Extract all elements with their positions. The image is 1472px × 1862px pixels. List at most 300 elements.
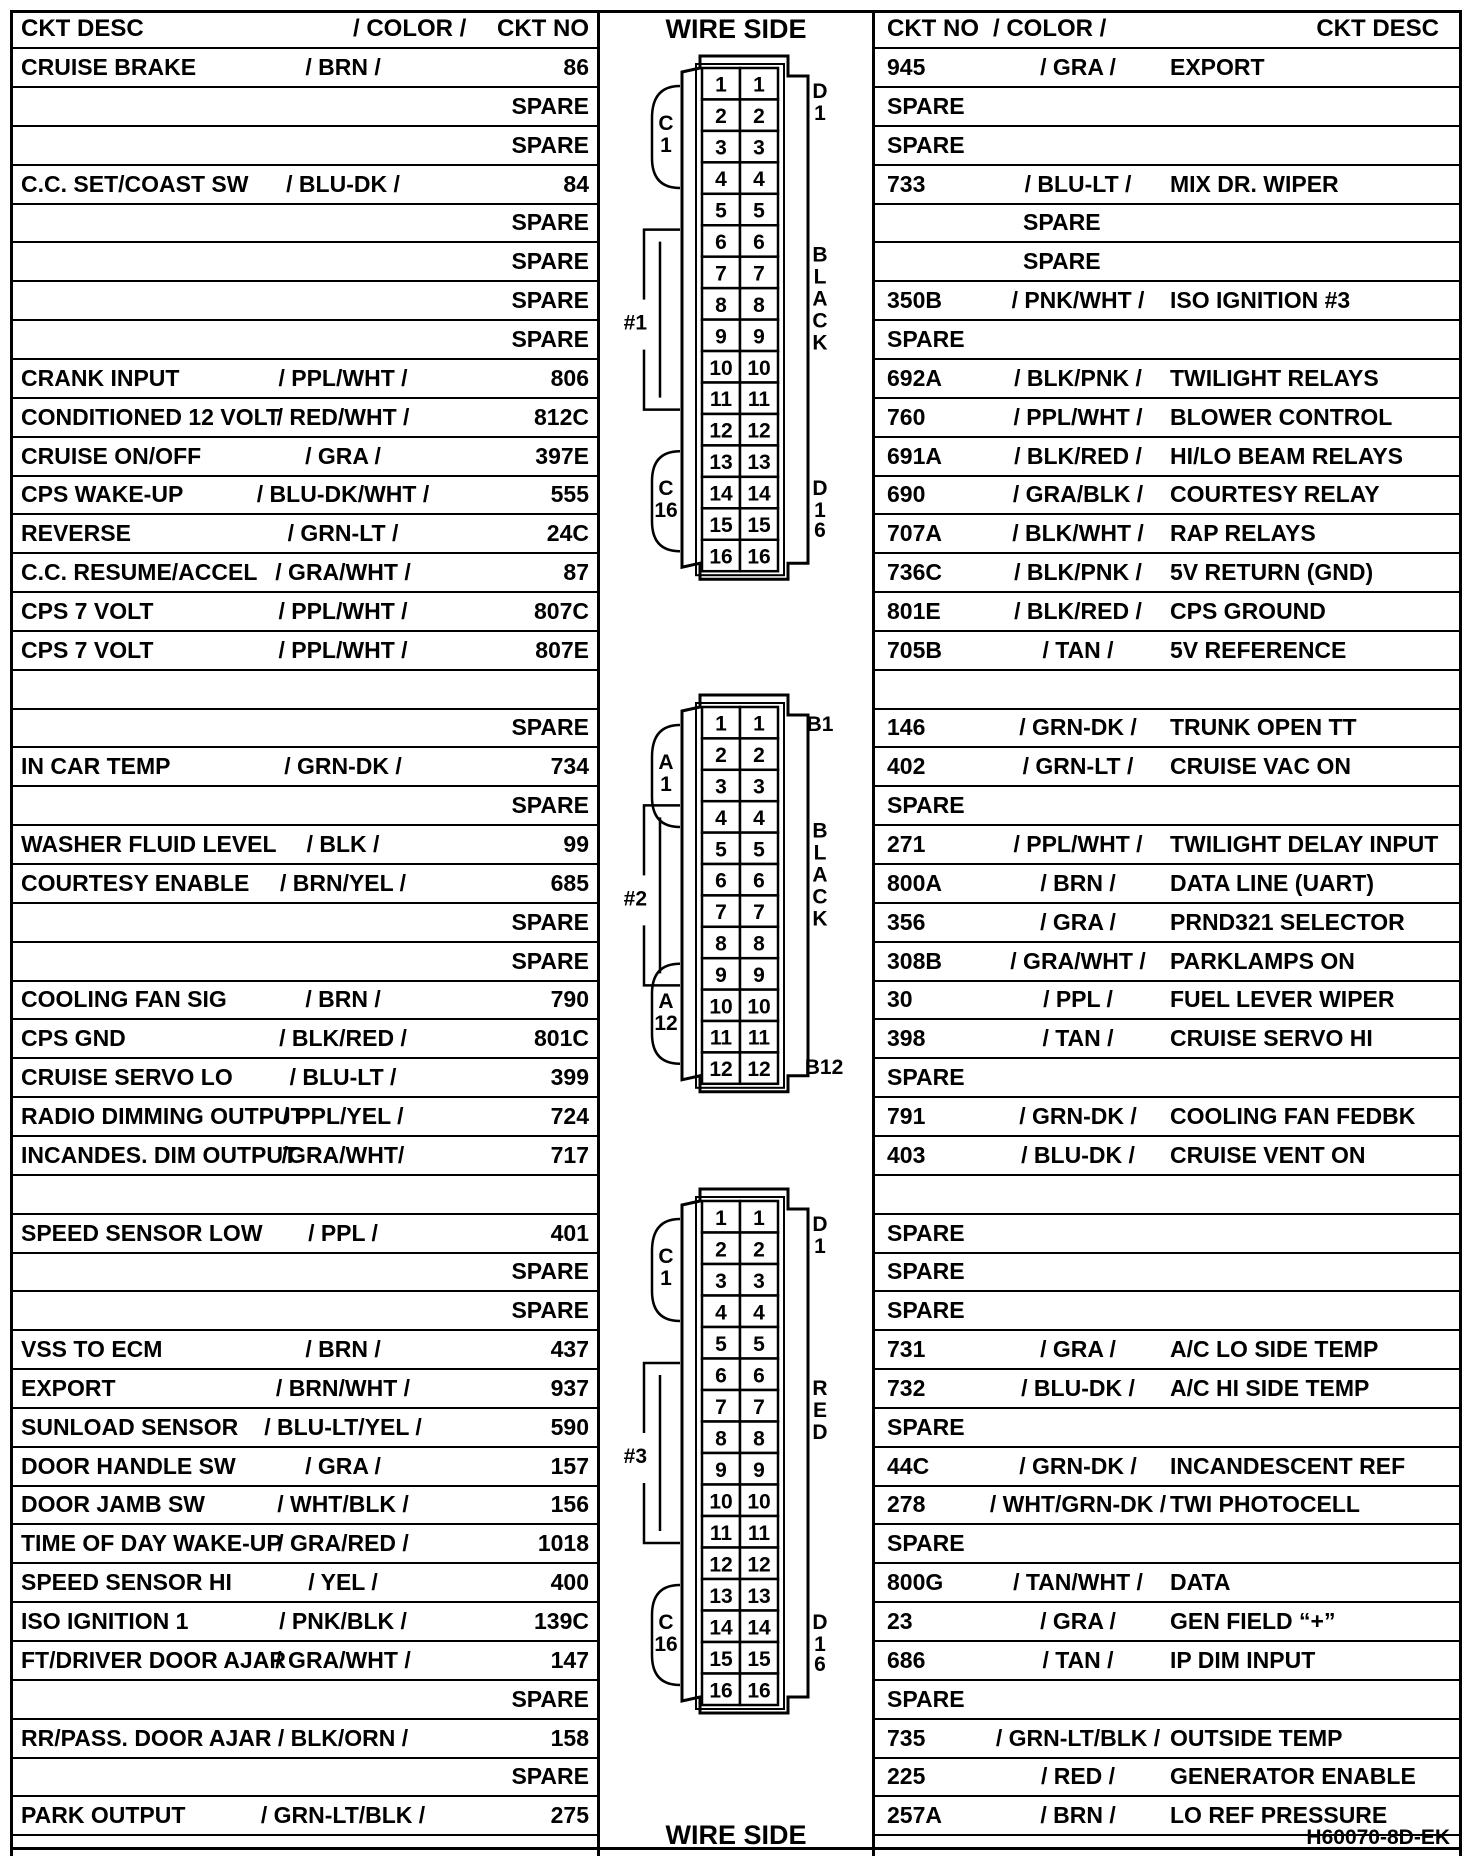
circuit-description: DOOR JAMB SW: [21, 1491, 205, 1518]
pin-number: 4: [753, 1301, 765, 1325]
connector-color-label-char: L: [813, 265, 827, 289]
circuit-number: 275: [550, 1802, 589, 1829]
circuit-number: 403: [887, 1141, 926, 1168]
wire-color-text: / WHT/GRN-DK /: [989, 1491, 1167, 1518]
pin-number: 3: [753, 136, 765, 160]
spare-label: SPARE: [511, 1685, 589, 1712]
circuit-description: ISO IGNITION #3: [1170, 287, 1351, 314]
center-key: [644, 230, 680, 410]
pin-number: 3: [715, 775, 727, 799]
circuit-number: 400: [550, 1569, 589, 1596]
circuit-number: 734: [550, 753, 589, 780]
circuit-number: 760: [887, 403, 926, 430]
circuit-description: TIME OF DAY WAKE-UP: [21, 1530, 282, 1557]
circuit-number: 437: [550, 1336, 589, 1363]
wire-color-text: / GRA/WHT /: [275, 1646, 411, 1673]
pin-number: 11: [747, 1521, 771, 1545]
left-header-color: / COLOR /: [353, 15, 467, 42]
circuit-number: 807E: [535, 636, 589, 663]
pin-number: 12: [747, 1553, 771, 1577]
cavity-label: 1: [660, 134, 672, 157]
pin-number: 4: [753, 168, 765, 192]
circuit-description: EXPORT: [21, 1374, 116, 1401]
circuit-number: 278: [887, 1491, 926, 1518]
wire-color-text: / GRA/RED /: [277, 1530, 409, 1557]
pin-number: 14: [709, 1616, 733, 1640]
wire-color-text: / GRA/BLK /: [1012, 481, 1144, 508]
circuit-number: 225: [887, 1763, 926, 1790]
circuit-description: CRUISE BRAKE: [21, 54, 197, 80]
circuit-number: 736C: [887, 559, 942, 586]
cavity-label: A: [658, 989, 674, 1013]
circuit-number: 23: [887, 1608, 913, 1634]
pin-number: 2: [753, 105, 765, 129]
circuit-description: TRUNK OPEN TT: [1170, 714, 1357, 741]
circuit-description: C.C. RESUME/ACCEL: [21, 559, 258, 586]
circuit-description: CPS GROUND: [1170, 597, 1326, 624]
pin-number: 13: [747, 1584, 771, 1608]
wire-color-text: / GRA /: [1040, 1608, 1116, 1634]
connector-color-label-char: A: [812, 863, 828, 887]
wire-color-text: / GRA /: [1040, 1336, 1116, 1363]
pin-number: 14: [709, 482, 733, 506]
circuit-description: INCANDES. DIM OUTPUT: [21, 1141, 297, 1168]
circuit-description: SUNLOAD SENSOR: [21, 1413, 239, 1440]
circuit-number: 807C: [534, 597, 589, 624]
circuit-number: 555: [550, 481, 589, 508]
circuit-description: WASHER FLUID LEVEL: [21, 831, 277, 857]
wire-color-text: / BRN/YEL /: [279, 869, 407, 896]
circuit-description: A/C HI SIDE TEMP: [1170, 1374, 1370, 1401]
circuit-description: RR/PASS. DOOR AJAR: [21, 1724, 272, 1751]
connector-color-label-char: K: [812, 907, 828, 931]
circuit-number: 691A: [887, 442, 942, 469]
wire-color-text: / BLK/WHT /: [1012, 520, 1144, 547]
circuit-description: CPS WAKE-UP: [21, 481, 184, 508]
spare-label: SPARE: [511, 792, 589, 819]
circuit-description: CPS GND: [21, 1025, 126, 1052]
wire-color-text: / PPL/WHT /: [1013, 403, 1143, 430]
wire-color-text: / BLU-DK/WHT /: [256, 481, 430, 508]
circuit-number: 945: [887, 54, 926, 80]
circuit-number: 735: [887, 1724, 926, 1751]
cavity-label: [814, 1633, 826, 1676]
circuit-number: 806: [550, 364, 589, 391]
circuit-description: RADIO DIMMING OUTPUT: [21, 1102, 305, 1129]
spare-label: SPARE: [887, 131, 965, 158]
circuit-number: 24C: [546, 520, 589, 547]
wire-color-text: / BLK/ORN /: [277, 1724, 409, 1751]
pin-number: 9: [715, 325, 727, 349]
spare-label: SPARE: [511, 325, 589, 352]
wire-color-text: / BLK/RED /: [279, 1025, 407, 1052]
spare-label: SPARE: [887, 1530, 965, 1557]
circuit-description: DOOR HANDLE SW: [21, 1452, 236, 1479]
circuit-number: 30: [887, 986, 913, 1013]
pin-number: 8: [715, 1427, 727, 1451]
spare-label: SPARE: [887, 1064, 965, 1091]
pin-number: 1: [753, 1206, 765, 1230]
connector-color-label-char: C: [812, 885, 828, 909]
center-key: [644, 1363, 680, 1543]
wire-color-text: / RED/WHT /: [276, 403, 410, 430]
pin-number: 8: [753, 932, 765, 956]
cavity-label: 16: [654, 1633, 678, 1656]
right-header-desc: CKT DESC: [1316, 15, 1439, 42]
connector-color-label-char: R: [812, 1377, 828, 1400]
circuit-number: 717: [550, 1141, 589, 1168]
circuit-description: COURTESY ENABLE: [21, 869, 250, 896]
wire-color-text: / GRN-LT/BLK /: [995, 1724, 1161, 1751]
wire-color-text: / BRN /: [1040, 869, 1116, 896]
circuit-number: 139C: [534, 1608, 589, 1634]
pin-number: 7: [715, 262, 727, 286]
pin-number: 12: [747, 1058, 771, 1082]
circuit-number: 86: [563, 54, 589, 80]
wire-color-text: / GRN-DK /: [284, 753, 402, 780]
wire-color-text: / PPL /: [308, 1219, 378, 1246]
circuit-number: 401: [550, 1219, 589, 1246]
pin-number: 5: [715, 838, 727, 862]
pin-number: 3: [753, 775, 765, 799]
circuit-number: 937: [550, 1374, 589, 1401]
circuit-description: FUEL LEVER WIPER: [1170, 986, 1395, 1013]
circuit-description: A/C LO SIDE TEMP: [1170, 1336, 1379, 1363]
spare-label: SPARE: [511, 209, 589, 236]
connector-color-label-char: B: [812, 819, 828, 843]
circuit-description: CRUISE ON/OFF: [21, 442, 202, 469]
connector-color-label: [812, 819, 827, 930]
pin-number: 7: [715, 901, 727, 925]
right-header-color: / COLOR /: [993, 15, 1107, 42]
circuit-number: 791: [887, 1102, 926, 1129]
spare-label: SPARE: [887, 1258, 965, 1285]
pin-number: 13: [747, 451, 771, 475]
circuit-description: EXPORT: [1170, 54, 1265, 80]
pin-number: 16: [709, 545, 733, 569]
pin-number: 6: [715, 230, 727, 254]
pin-number: 15: [747, 514, 771, 538]
pin-number: 5: [753, 1332, 765, 1356]
circuit-number: 1018: [537, 1530, 589, 1557]
cavity-label: 1: [814, 1235, 826, 1258]
wire-color-text: / RED /: [1040, 1763, 1116, 1790]
pin-number: 10: [709, 356, 733, 380]
pin-number: 11: [709, 1521, 733, 1545]
drawing-code: H60070-8D-EK: [1306, 1826, 1450, 1849]
circuit-number: 733: [887, 170, 926, 197]
circuit-description: REVERSE: [21, 520, 131, 547]
pin-number: 4: [753, 806, 765, 830]
circuit-number: 402: [887, 753, 926, 780]
circuit-description: COURTESY RELAY: [1170, 481, 1380, 508]
wire-color-text: / BRN/WHT /: [275, 1374, 411, 1401]
wire-color-text: / BRN /: [305, 986, 381, 1013]
wire-color-text: / GRA/WHT /: [275, 559, 411, 586]
circuit-number: 399: [550, 1064, 589, 1091]
pin-number: 12: [709, 1058, 733, 1082]
circuit-number: 812C: [534, 403, 589, 430]
wire-color-text: / GRN-LT/BLK /: [260, 1802, 426, 1829]
circuit-number: 257A: [887, 1802, 942, 1829]
pin-number: 9: [715, 1458, 727, 1482]
wire-color-text: / GRA /: [305, 442, 381, 469]
cavity-label: 16: [654, 499, 678, 523]
circuit-number: 801E: [887, 597, 941, 624]
cavity-label: D: [812, 477, 828, 501]
wire-color-text: / GRA/WHT /: [1010, 947, 1146, 974]
pin-number: 12: [709, 419, 733, 443]
wire-side-label-top: WIRE SIDE: [665, 14, 807, 44]
wire-color-text: / GRN-DK /: [1019, 1102, 1137, 1129]
wire-color-text: / TAN/WHT /: [1013, 1569, 1143, 1596]
wire-color-text: / GRN-LT /: [287, 520, 399, 547]
wire-color-text: / GRA /: [1040, 54, 1116, 80]
circuit-number: 800A: [887, 869, 942, 896]
wire-color-text: / PPL/WHT /: [278, 364, 408, 391]
pin-number: 7: [753, 262, 765, 286]
cavity-label: A: [658, 751, 674, 774]
wire-color-text: / BLU-LT /: [1024, 170, 1132, 197]
circuit-description: IP DIM INPUT: [1170, 1646, 1316, 1673]
pin-number: 6: [753, 230, 765, 254]
wire-color-text: / BLU-DK /: [1021, 1374, 1135, 1401]
spare-label: SPARE: [511, 131, 589, 158]
pin-number: 5: [715, 1332, 727, 1356]
wire-color-text: / GRA /: [305, 1452, 381, 1479]
circuit-number: 87: [563, 559, 589, 586]
cavity-label: 1: [660, 773, 672, 796]
spare-label: SPARE: [511, 947, 589, 974]
pin-number: 16: [747, 1679, 771, 1703]
circuit-description: FT/DRIVER DOOR AJAR: [21, 1646, 286, 1673]
pin-number: 7: [753, 901, 765, 925]
cavity-label: D: [812, 1611, 828, 1634]
wire-color-text: / BLK/PNK /: [1014, 559, 1142, 586]
pin-number: 5: [715, 199, 727, 223]
pin-number: 11: [709, 1026, 733, 1050]
wire-color-text: / BRN /: [1040, 1802, 1116, 1829]
circuit-description: INCANDESCENT REF: [1170, 1452, 1406, 1479]
spare-label: SPARE: [887, 92, 965, 119]
connector-color-label: [812, 1377, 827, 1444]
wire-color-text: / PPL/WHT /: [278, 636, 408, 663]
circuit-number: 99: [563, 831, 589, 857]
connector-number-label: #1: [623, 311, 647, 335]
wire-side-label-bottom: WIRE SIDE: [665, 1820, 807, 1850]
connector-number-label: #2: [623, 887, 647, 911]
spare-label: SPARE: [511, 287, 589, 314]
circuit-description: COOLING FAN SIG: [21, 986, 227, 1013]
pin-number: 2: [715, 1238, 727, 1262]
cavity-label: C: [658, 477, 674, 501]
center-key: [644, 805, 680, 985]
circuit-description: 5V RETURN (GND): [1170, 559, 1374, 586]
circuit-number: 731: [887, 1336, 926, 1363]
circuit-number: 790: [550, 986, 589, 1013]
wire-color-text: / BRN /: [305, 54, 381, 80]
cavity-label: [814, 499, 826, 542]
cavity-label: C: [658, 112, 674, 135]
right-header-ckt: CKT NO: [887, 15, 979, 42]
pin-number: 8: [753, 293, 765, 317]
pin-number: 1: [715, 1206, 727, 1230]
circuit-number: 156: [550, 1491, 589, 1518]
wire-color-text: / WHT/BLK /: [277, 1491, 409, 1518]
circuit-number: 590: [550, 1413, 589, 1440]
spare-label: SPARE: [1023, 209, 1101, 236]
wire-color-text: / BLU-LT /: [289, 1064, 397, 1091]
pin-number: 4: [715, 1301, 727, 1325]
circuit-description: VSS TO ECM: [21, 1336, 163, 1363]
pin-number: 2: [753, 744, 765, 768]
cavity-label-char: 1: [814, 499, 826, 523]
pin-number: 10: [709, 995, 733, 1019]
circuit-number: 800G: [887, 1569, 944, 1596]
connector-color-label-char: E: [812, 1399, 828, 1422]
pin-number: 10: [747, 1490, 771, 1514]
wire-color-text: / BLK/PNK /: [1014, 364, 1142, 391]
wire-color-text: / BRN /: [305, 1336, 381, 1363]
pin-number: 1: [715, 73, 727, 97]
pin-number: 4: [715, 806, 727, 830]
spare-label: SPARE: [511, 1258, 589, 1285]
spare-label: SPARE: [511, 714, 589, 741]
circuit-description: CRUISE SERVO HI: [1170, 1025, 1373, 1052]
spare-label: SPARE: [511, 248, 589, 275]
circuit-description: COOLING FAN FEDBK: [1170, 1102, 1416, 1129]
wire-color-text: / BLK/RED /: [1014, 442, 1142, 469]
circuit-description: GEN FIELD “+”: [1170, 1608, 1336, 1634]
pin-number: 15: [709, 514, 733, 538]
pin-number: 2: [715, 105, 727, 129]
connector-number-label: #3: [623, 1445, 647, 1468]
cavity-label-char: 1: [814, 1633, 826, 1656]
wire-color-text: / PPL /: [1043, 986, 1113, 1013]
cavity-label: C: [658, 1245, 674, 1268]
pin-number: 9: [715, 963, 727, 987]
pin-number: 14: [747, 482, 771, 506]
wire-color-text: / BLK /: [306, 831, 380, 857]
pin-number: 5: [753, 199, 765, 223]
pin-number: 5: [753, 838, 765, 862]
wire-color-text: / TAN /: [1042, 1025, 1114, 1052]
circuit-number: 350B: [887, 287, 942, 314]
circuit-number: 398: [887, 1025, 926, 1052]
cavity-label: C: [658, 1611, 674, 1634]
wire-color-text: / GRN-DK /: [1019, 714, 1137, 741]
wire-color-text: / BLU-DK /: [286, 170, 400, 197]
pin-number: 3: [753, 1269, 765, 1293]
circuit-description: PARKLAMPS ON: [1170, 947, 1355, 974]
pin-number: 10: [709, 1490, 733, 1514]
cavity-label-b1: B1: [806, 713, 834, 736]
pin-number: 1: [753, 712, 765, 736]
circuit-description: LO REF PRESSURE: [1170, 1802, 1388, 1829]
cavity-label: D: [812, 80, 828, 103]
circuit-description: TWILIGHT RELAYS: [1170, 364, 1379, 391]
circuit-description: CRUISE VENT ON: [1170, 1141, 1366, 1168]
circuit-description: CRUISE VAC ON: [1170, 753, 1352, 780]
circuit-description: SPEED SENSOR LOW: [21, 1219, 263, 1246]
circuit-description: MIX DR. WIPER: [1170, 170, 1339, 197]
connector-color-label: [812, 244, 827, 355]
circuit-description: GENERATOR ENABLE: [1170, 1763, 1416, 1790]
spare-label: SPARE: [887, 1685, 965, 1712]
circuit-description: PARK OUTPUT: [21, 1802, 186, 1829]
left-header-ckt: CKT NO: [497, 15, 589, 42]
circuit-number: 801C: [534, 1025, 589, 1052]
cavity-label: 12: [654, 1011, 678, 1035]
pin-number: 10: [747, 995, 771, 1019]
pin-number: 15: [709, 1647, 733, 1671]
pin-number: 4: [715, 168, 727, 192]
circuit-description: IN CAR TEMP: [21, 753, 171, 780]
spare-label: SPARE: [511, 1763, 589, 1790]
wire-color-text: / YEL /: [308, 1569, 378, 1596]
circuit-number: 44C: [887, 1452, 930, 1479]
pin-number: 13: [709, 451, 733, 475]
circuit-number: 707A: [887, 520, 942, 547]
cavity-label: 1: [814, 102, 826, 125]
cavity-label-b12: B12: [804, 1055, 844, 1079]
circuit-description: TWILIGHT DELAY INPUT: [1170, 831, 1439, 857]
pin-number: 1: [753, 73, 765, 97]
circuit-description: DATA: [1170, 1569, 1231, 1596]
pin-number: 3: [715, 136, 727, 160]
left-header-desc: CKT DESC: [21, 15, 144, 42]
circuit-number: 84: [563, 170, 589, 197]
pin-number: 10: [747, 356, 771, 380]
pin-number: 6: [753, 869, 765, 893]
connector-color-label-char: K: [812, 331, 828, 355]
spare-label: SPARE: [1023, 248, 1101, 275]
circuit-description: CPS 7 VOLT: [21, 636, 154, 663]
circuit-number: 146: [887, 714, 926, 741]
circuit-description: 5V REFERENCE: [1170, 636, 1347, 663]
circuit-description: OUTSIDE TEMP: [1170, 1724, 1343, 1751]
circuit-number: 692A: [887, 364, 942, 391]
circuit-number: 686: [887, 1646, 926, 1673]
circuit-description: RAP RELAYS: [1170, 520, 1316, 547]
spare-label: SPARE: [511, 1297, 589, 1324]
pin-number: 7: [715, 1395, 727, 1419]
pin-number: 6: [753, 1364, 765, 1388]
wire-color-text: / PPL/YEL /: [282, 1102, 404, 1129]
pin-number: 2: [715, 744, 727, 768]
pin-number: 9: [753, 1458, 765, 1482]
wire-color-text: / PPL/WHT /: [1013, 831, 1143, 857]
circuit-description: C.C. SET/COAST SW: [21, 170, 249, 197]
circuit-description: ISO IGNITION 1: [21, 1608, 189, 1634]
circuit-description: CRANK INPUT: [21, 364, 180, 391]
connector-color-label-char: L: [813, 841, 827, 865]
pin-number: 16: [709, 1679, 733, 1703]
wire-color-text: / PNK/BLK /: [279, 1608, 407, 1634]
circuit-number: 308B: [887, 947, 942, 974]
pin-number: 6: [715, 1364, 727, 1388]
pin-number: 9: [753, 325, 765, 349]
spare-label: SPARE: [887, 792, 965, 819]
spare-label: SPARE: [511, 908, 589, 935]
circuit-number: 690: [887, 481, 926, 508]
circuit-number: 705B: [887, 636, 942, 663]
circuit-number: 158: [550, 1724, 589, 1751]
pin-number: 9: [753, 963, 765, 987]
circuit-description: DATA LINE (UART): [1170, 869, 1374, 896]
cavity-label: D: [812, 1213, 828, 1236]
pin-number: 2: [753, 1238, 765, 1262]
